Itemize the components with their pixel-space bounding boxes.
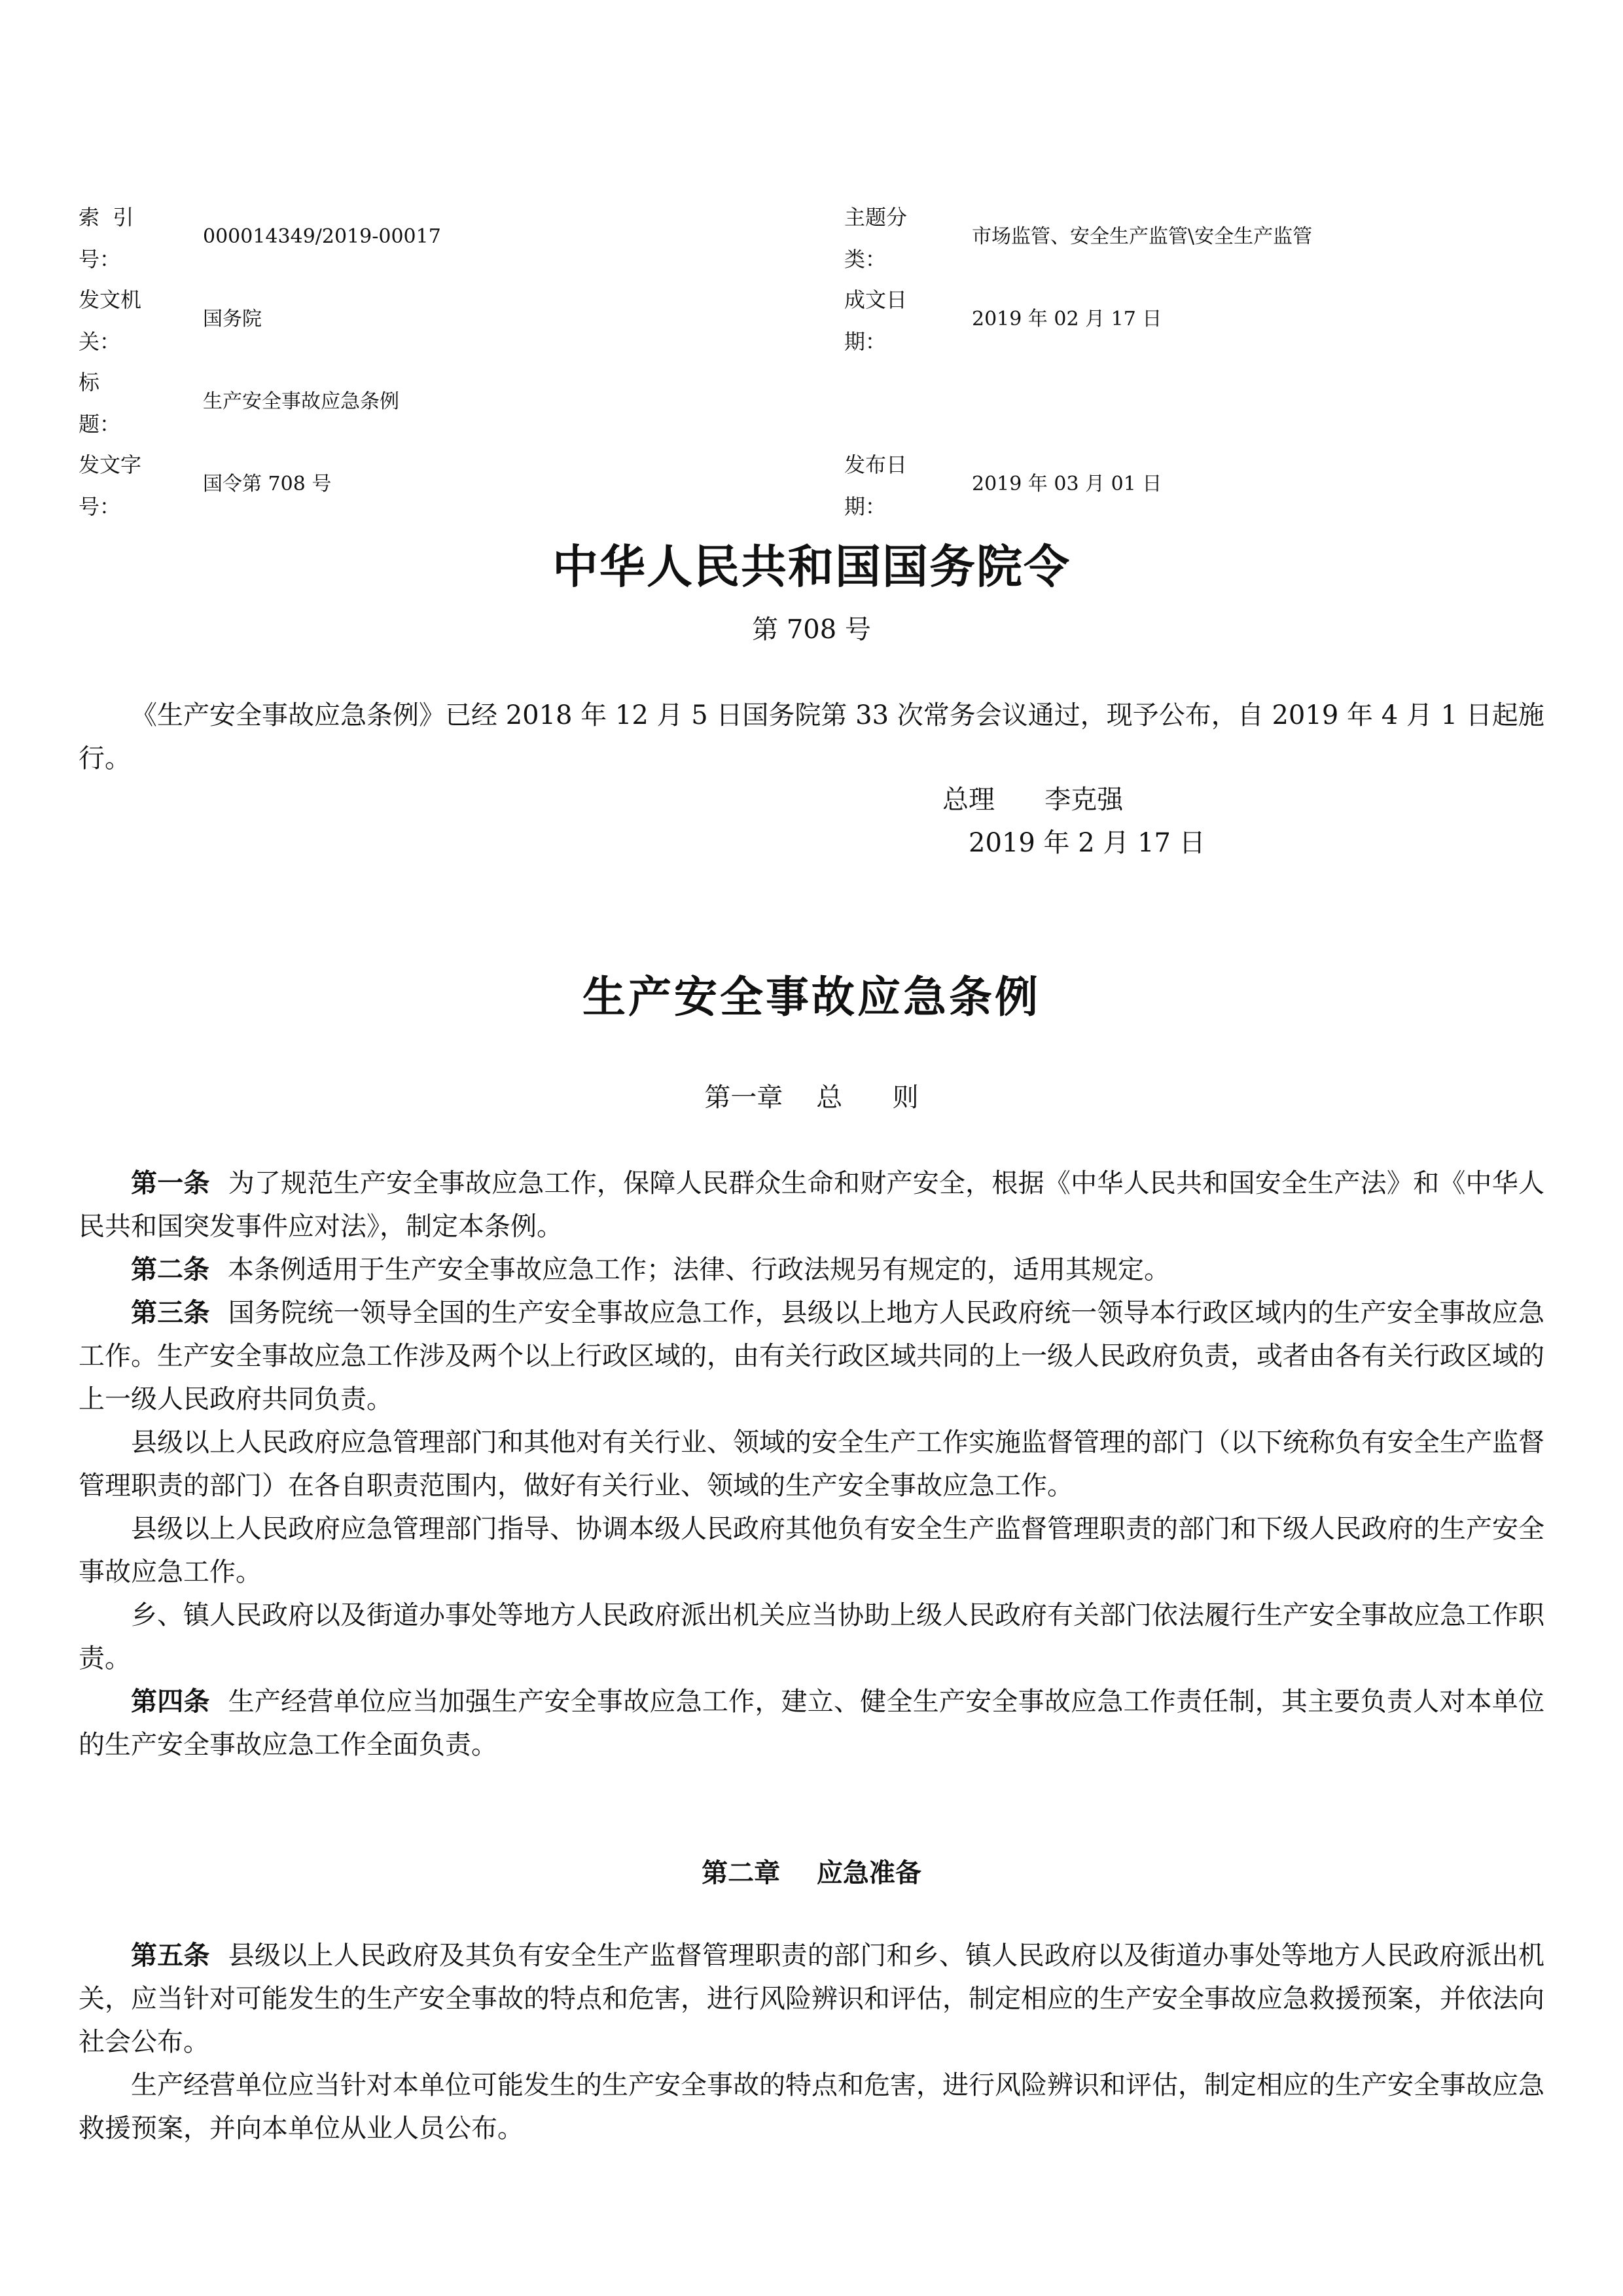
article-number: 第三条: [131, 1297, 210, 1328]
article-text: 本条例适用于生产安全事故应急工作；法律、行政法规另有规定的，适用其规定。: [228, 1255, 1170, 1285]
article-paragraph: [79, 1934, 1544, 2064]
chapter-one-body: [79, 1162, 1544, 1767]
index-value: 000014349/2019-00017: [203, 225, 441, 248]
article-text: 生产经营单位应当加强生产安全事故应急工作，建立、健全生产安全事故应急工作责任制，其主要负责人对本单位的生产安全事故应急工作全面负责。: [79, 1687, 1545, 1760]
chapter-two-body: [79, 1934, 1544, 2150]
chapter-heading: 第二章 应急准备: [702, 1857, 921, 1888]
title-label: 标 题：: [79, 370, 121, 437]
article-paragraph: [79, 1421, 1544, 1507]
article-text: 国务院统一领导全国的生产安全事故应急工作，县级以上地方人民政府统一领导本行政区域内的生产安全事故应急工作。生产安全事故应急工作涉及两个以上行政区域的，由有关行政区域共同的上一级人民政府负责，或者由各有关行政区域的上一级人民政府共同负责。: [79, 1298, 1545, 1414]
topic-value: 市场监管、安全生产监管\安全生产监管: [972, 225, 1313, 248]
article-number: 第五条: [131, 1940, 210, 1971]
index-label: 索 引 号：: [79, 205, 134, 272]
document-number-label: 发文字 号：: [79, 452, 142, 519]
article-text: 生产经营单位应当针对本单位可能发生的生产安全事故的特点和危害，进行风险辨识和评估，制定相应的生产安全事故应急救援预案，并向本单位从业人员公布。: [79, 2070, 1544, 2144]
article-paragraph: [79, 1291, 1544, 1421]
document-metadata-table: [79, 196, 1544, 526]
signer: 总理 李克强: [942, 785, 1124, 815]
article-number: 第二条: [131, 1254, 209, 1285]
metadata-row: [79, 196, 1544, 279]
article-paragraph: [79, 1594, 1544, 1680]
issuer-label: 发文机 关：: [79, 287, 142, 354]
article-text: 县级以上人民政府及其负有安全生产监督管理职责的部门和乡、镇人民政府以及街道办事处等地方人民政府派出机关，应当针对可能发生的生产安全事故的特点和危害，进行风险辨识和评估，制定相应的生产安全事故应急救援预案，并依法向社会公布。: [79, 1941, 1545, 2057]
published-date-value: 2019 年 03 月 01 日: [972, 473, 1162, 495]
article-paragraph: [79, 2064, 1544, 2150]
metadata-row: [79, 361, 1544, 444]
article-text: 为了规范生产安全事故应急工作，保障人民群众生命和财产安全，根据《中华人民共和国安全生产法》和《中华人民共和国突发事件应对法》，制定本条例。: [79, 1168, 1545, 1242]
order-number: 第 708 号: [752, 615, 871, 645]
issuer-value: 国务院: [203, 308, 262, 331]
order-body: 《生产安全事故应急条例》已经 2018 年 12 月 5 日国务院第 33 次常务会议通过，现予公布，自 2019 年 4 月 1 日起施行。: [79, 700, 1544, 774]
article-text: 乡、镇人民政府以及街道办事处等地方人民政府派出机关应当协助上级人民政府有关部门依法履行生产安全事故应急工作职责。: [79, 1600, 1544, 1674]
article-paragraph: [79, 1248, 1544, 1291]
article-text: 县级以上人民政府应急管理部门指导、协调本级人民政府其他负有安全生产监督管理职责的部门和下级人民政府的生产安全事故应急工作。: [79, 1514, 1544, 1587]
article-text: 县级以上人民政府应急管理部门和其他对有关行业、领域的安全生产工作实施监督管理的部门（以下统称负有安全生产监督管理职责的部门）在各自职责范围内，做好有关行业、领域的生产安全事故应急工作。: [79, 1427, 1544, 1501]
regulation-title: 生产安全事故应急条例: [582, 971, 1041, 1022]
article-number: 第四条: [131, 1686, 210, 1717]
topic-label: 主题分 类：: [844, 205, 908, 272]
document-number-value: 国令第 708 号: [203, 473, 332, 495]
chapter-heading: 第一章 总 则: [704, 1083, 919, 1113]
title-value: 生产安全事故应急条例: [203, 390, 399, 413]
article-number: 第一条: [131, 1168, 210, 1198]
published-date-label: 发布日 期：: [844, 452, 908, 519]
metadata-row: [79, 279, 1544, 361]
metadata-row: [79, 444, 1544, 526]
order-title: 中华人民共和国国务院令: [552, 539, 1071, 594]
article-paragraph: [79, 1507, 1544, 1594]
article-paragraph: [79, 1162, 1544, 1248]
article-paragraph: [79, 1680, 1544, 1767]
written-date-value: 2019 年 02 月 17 日: [972, 308, 1162, 331]
signing-date: 2019 年 2 月 17 日: [969, 828, 1205, 858]
written-date-label: 成文日 期：: [844, 287, 908, 354]
